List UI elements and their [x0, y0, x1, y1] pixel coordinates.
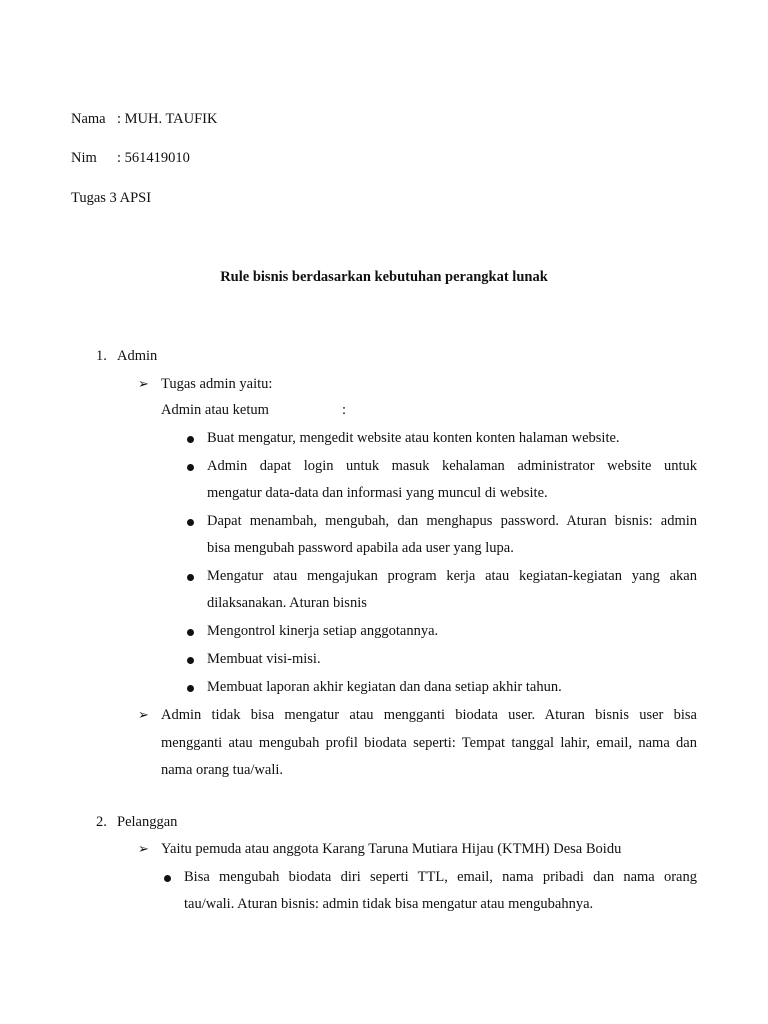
bullet-dot-icon: [164, 875, 171, 882]
bullet-dot-icon: [187, 464, 194, 471]
section-1-note-line: nama orang tua/wali.: [161, 762, 283, 778]
admin-role-colon: :: [342, 402, 347, 418]
assignment-label: Tugas 3 APSI: [71, 190, 152, 206]
bullet-dot-icon: [187, 436, 194, 443]
arrow-bullet-icon: ➢: [138, 841, 149, 856]
section-1-note-line: Admin tidak bisa mengatur atau mengganti biodata user. Aturan bisnis user bisa: [161, 707, 697, 723]
arrow-bullet-icon: ➢: [138, 376, 149, 391]
bullet-line: mengatur data-data dan informasi yang muncul di website.: [207, 485, 548, 501]
nim-label: Nim: [71, 150, 97, 166]
bullet-dot-icon: [187, 574, 194, 581]
section-1-heading: Admin: [117, 348, 158, 364]
bullet-dot-icon: [187, 629, 194, 636]
bullet-line: Membuat visi-misi.: [207, 651, 321, 667]
bullet-dot-icon: [187, 657, 194, 664]
section-2-heading: Pelanggan: [117, 814, 178, 830]
document-title: Rule bisnis berdasarkan kebutuhan perangkat lunak: [220, 269, 548, 285]
bullet-line: Bisa mengubah biodata diri seperti TTL, email, nama pribadi dan nama orang: [184, 869, 697, 885]
section-1-number: 1.: [96, 348, 107, 364]
section-1-arrow-text: Tugas admin yaitu:: [161, 376, 273, 392]
nama-value: : MUH. TAUFIK: [117, 111, 218, 127]
section-2-number: 2.: [96, 814, 107, 830]
bullet-line: bisa mengubah password apabila ada user yang lupa.: [207, 540, 514, 556]
arrow-bullet-icon: ➢: [138, 707, 149, 722]
bullet-line: dilaksanakan. Aturan bisnis: [207, 595, 367, 611]
admin-role-label: Admin atau ketum: [161, 402, 269, 418]
bullet-line: tau/wali. Aturan bisnis: admin tidak bisa mengatur atau mengubahnya.: [184, 896, 594, 912]
section-2-arrow-text: Yaitu pemuda atau anggota Karang Taruna Mutiara Hijau (KTMH) Desa Boidu: [161, 841, 622, 857]
nim-value: : 561419010: [117, 150, 190, 166]
bullet-line: Mengatur atau mengajukan program kerja atau kegiatan-kegiatan yang akan: [207, 568, 697, 584]
nama-label: Nama: [71, 111, 106, 127]
bullet-line: Dapat menambah, mengubah, dan menghapus password. Aturan bisnis: admin: [207, 513, 697, 529]
bullet-dot-icon: [187, 685, 194, 692]
bullet-line: Mengontrol kinerja setiap anggotannya.: [207, 623, 439, 639]
bullet-line: Membuat laporan akhir kegiatan dan dana setiap akhir tahun.: [207, 679, 562, 695]
bullet-line: Buat mengatur, mengedit website atau konten konten halaman website.: [207, 430, 620, 446]
bullet-line: Admin dapat login untuk masuk kehalaman administrator website untuk: [207, 458, 697, 474]
section-1-note-line: mengganti atau mengubah profil biodata seperti: Tempat tanggal lahir, email, nama dan: [161, 735, 697, 751]
bullet-dot-icon: [187, 519, 194, 526]
